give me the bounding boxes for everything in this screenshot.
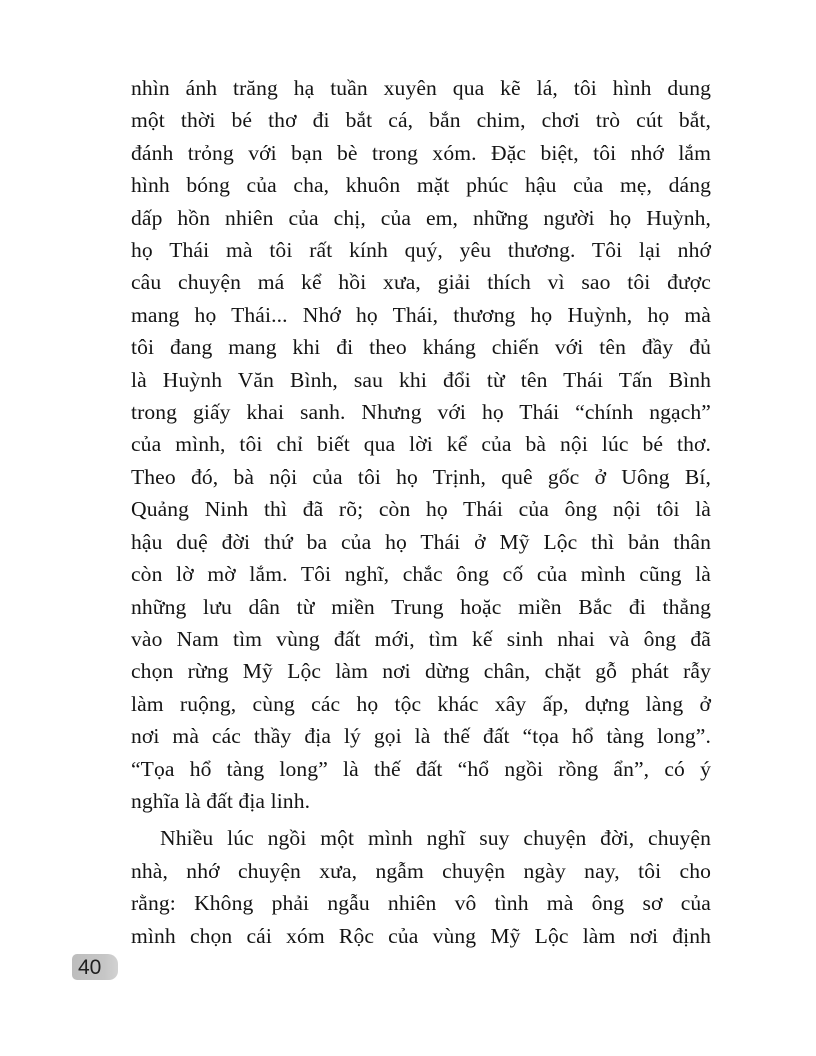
text-line: Theo đó, bà nội của tôi họ Trịnh, quê gốc ở Uông Bí, bbox=[131, 464, 711, 489]
text-line: họ Thái mà tôi rất kính quý, yêu thương. Tôi lại nhớ bbox=[131, 238, 711, 263]
body-text bbox=[131, 72, 711, 952]
text-line: còn lờ mờ lắm. Tôi nghĩ, chắc ông cố của mình cũng là bbox=[131, 562, 711, 587]
page-number-badge bbox=[72, 954, 118, 980]
text-line: nhà, nhớ chuyện xưa, ngẫm chuyện ngày nay, tôi cho bbox=[131, 858, 711, 883]
text-line: của mình, tôi chỉ biết qua lời kể của bà nội lúc bé thơ. bbox=[131, 432, 711, 457]
text-line: nơi mà các thầy địa lý gọi là thế đất “tọa hổ tàng long”. bbox=[131, 724, 711, 749]
text-line: Nhiều lúc ngồi một mình nghĩ suy chuyện đời, chuyện bbox=[160, 826, 711, 851]
text-line: chọn rừng Mỹ Lộc làm nơi dừng chân, chặt gỗ phát rẫy bbox=[131, 659, 711, 684]
text-line: nghĩa là đất địa linh. bbox=[131, 788, 311, 813]
text-line: hình bóng của cha, khuôn mặt phúc hậu của mẹ, dáng bbox=[131, 173, 711, 198]
paragraph bbox=[131, 72, 711, 817]
text-line: nhìn ánh trăng hạ tuần xuyên qua kẽ lá, tôi hình dung bbox=[131, 76, 711, 100]
text-line: những lưu dân từ miền Trung hoặc miền Bắc đi thẳng bbox=[131, 594, 711, 619]
text-line: “Tọa hổ tàng long” là thế đất “hổ ngồi rồng ẩn”, có ý bbox=[131, 756, 711, 781]
paragraph bbox=[131, 822, 711, 952]
text-line: Quảng Ninh thì đã rõ; còn họ Thái của ông nội tôi là bbox=[131, 497, 711, 522]
text-line: trong giấy khai sanh. Nhưng với họ Thái “chính ngạch” bbox=[131, 400, 711, 425]
text-line: rằng: Không phải ngẫu nhiên vô tình mà ông sơ của bbox=[131, 891, 711, 916]
text-line: đánh trỏng với bạn bè trong xóm. Đặc biệt, tôi nhớ lắm bbox=[131, 140, 711, 165]
text-line: câu chuyện má kể hồi xưa, giải thích vì sao tôi được bbox=[131, 270, 711, 295]
text-line: dấp hồn nhiên của chị, của em, những người họ Huỳnh, bbox=[131, 205, 711, 230]
text-line: làm ruộng, cùng các họ tộc khác xây ấp, dựng làng ở bbox=[131, 691, 711, 716]
text-line: một thời bé thơ đi bắt cá, bắn chim, chơi trò cút bắt, bbox=[131, 108, 711, 133]
text-line: mình chọn cái xóm Rộc của vùng Mỹ Lộc làm nơi định bbox=[131, 923, 711, 948]
text-line: vào Nam tìm vùng đất mới, tìm kế sinh nhai và ông đã bbox=[131, 626, 711, 651]
page-number: 40 bbox=[78, 955, 102, 979]
text-line: là Huỳnh Văn Bình, sau khi đổi từ tên Thái Tấn Bình bbox=[131, 367, 711, 392]
text-line: tôi đang mang khi đi theo kháng chiến với tên đầy đủ bbox=[131, 335, 711, 360]
text-line: mang họ Thái... Nhớ họ Thái, thương họ Huỳnh, họ mà bbox=[131, 302, 711, 327]
text-line: hậu duệ đời thứ ba của họ Thái ở Mỹ Lộc thì bản thân bbox=[131, 529, 711, 554]
